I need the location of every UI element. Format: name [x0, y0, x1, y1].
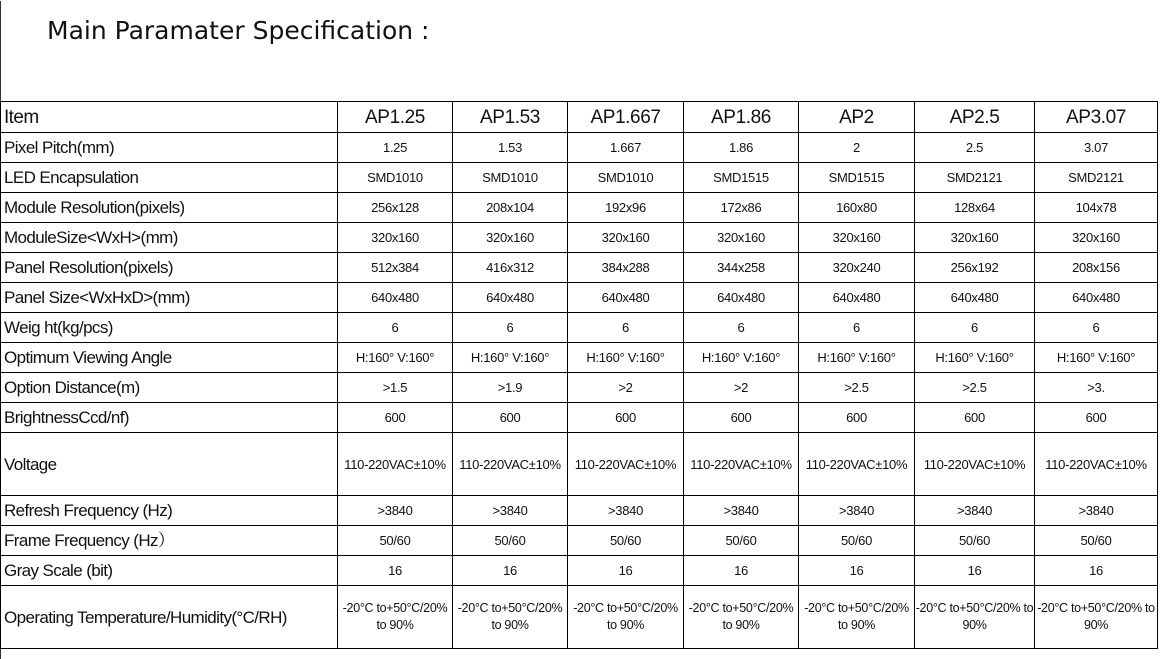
row-label: Voltage	[1, 433, 338, 496]
table-cell: H:160° V:160°	[799, 343, 915, 373]
table-cell: >2	[568, 373, 684, 403]
table-cell: 6	[338, 313, 453, 343]
table-cell: 192x96	[568, 193, 684, 223]
table-cell: 50/60	[568, 526, 684, 556]
table-row	[1, 556, 1158, 586]
table-cell: 16	[338, 556, 453, 586]
table-cell: 320x160	[799, 223, 915, 253]
table-cell: -20°C to+50°C/20% to 90%	[799, 586, 915, 649]
table-cell: 110-220VAC±10%	[338, 433, 453, 496]
table-cell: H:160° V:160°	[338, 343, 453, 373]
header-item-label: Item	[1, 102, 338, 133]
table-cell: SMD2121	[1035, 163, 1158, 193]
row-label: Weig ht(kg/pcs)	[1, 313, 338, 343]
table-cell: SMD1010	[453, 163, 568, 193]
table-cell: 320x160	[1035, 223, 1158, 253]
row-label: Option Distance(m)	[1, 373, 338, 403]
table-cell: 110-220VAC±10%	[684, 433, 799, 496]
table-row	[1, 253, 1158, 283]
table-cell: 640x480	[568, 283, 684, 313]
row-label: Operating Temperature/Humidity(°C/RH)	[1, 586, 338, 649]
table-cell: 110-220VAC±10%	[1035, 433, 1158, 496]
table-cell: 600	[799, 403, 915, 433]
table-cell: 256x128	[338, 193, 453, 223]
table-header-row	[1, 102, 1158, 133]
table-cell: >3840	[1035, 496, 1158, 526]
table-cell: 600	[1035, 403, 1158, 433]
row-label: Frame Frequency (Hz）	[1, 526, 338, 556]
table-cell: >3.	[1035, 373, 1158, 403]
table-row	[1, 133, 1158, 163]
header-model-cell: AP1.86	[684, 102, 799, 133]
table-cell: 172x86	[684, 193, 799, 223]
row-label: ModuleSize<WxH>(mm)	[1, 223, 338, 253]
table-cell: SMD1515	[799, 163, 915, 193]
table-cell: >3840	[568, 496, 684, 526]
table-row	[1, 586, 1158, 649]
table-cell: 50/60	[915, 526, 1035, 556]
table-cell: 6	[1035, 313, 1158, 343]
table-cell: 6	[915, 313, 1035, 343]
table-cell: 3.07	[1035, 133, 1158, 163]
table-cell: -20°C to+50°C/20% to 90%	[453, 586, 568, 649]
spec-table-body	[1, 102, 1158, 649]
table-cell: 256x192	[915, 253, 1035, 283]
table-cell: 16	[453, 556, 568, 586]
table-cell: -20°C to+50°C/20% to 90%	[915, 586, 1035, 649]
page-title: Main Paramater Specification :	[47, 16, 430, 45]
top-rule	[0, 0, 1161, 1]
table-row	[1, 433, 1158, 496]
table-cell: 50/60	[684, 526, 799, 556]
table-row	[1, 526, 1158, 556]
table-cell: 640x480	[453, 283, 568, 313]
table-row	[1, 283, 1158, 313]
table-cell: 208x104	[453, 193, 568, 223]
table-cell: 208x156	[1035, 253, 1158, 283]
table-cell: 320x160	[915, 223, 1035, 253]
table-row	[1, 163, 1158, 193]
table-cell: 320x160	[684, 223, 799, 253]
table-cell: H:160° V:160°	[1035, 343, 1158, 373]
table-cell: 16	[568, 556, 684, 586]
table-cell: 6	[568, 313, 684, 343]
table-cell: 600	[568, 403, 684, 433]
row-label: Optimum Viewing Angle	[1, 343, 338, 373]
table-cell: >3840	[915, 496, 1035, 526]
table-cell: 640x480	[684, 283, 799, 313]
table-row	[1, 313, 1158, 343]
table-cell: 320x160	[568, 223, 684, 253]
row-label: Pixel Pitch(mm)	[1, 133, 338, 163]
table-cell: H:160° V:160°	[568, 343, 684, 373]
table-cell: 640x480	[1035, 283, 1158, 313]
table-cell: H:160° V:160°	[684, 343, 799, 373]
table-row	[1, 223, 1158, 253]
row-label: Panel Resolution(pixels)	[1, 253, 338, 283]
table-cell: 512x384	[338, 253, 453, 283]
header-model-cell: AP1.667	[568, 102, 684, 133]
table-cell: 104x78	[1035, 193, 1158, 223]
table-cell: 50/60	[338, 526, 453, 556]
table-row	[1, 193, 1158, 223]
table-cell: 320x160	[453, 223, 568, 253]
table-cell: 110-220VAC±10%	[453, 433, 568, 496]
table-cell: 50/60	[1035, 526, 1158, 556]
table-cell: 1.53	[453, 133, 568, 163]
table-cell: >2.5	[799, 373, 915, 403]
table-cell: 640x480	[338, 283, 453, 313]
table-cell: 6	[453, 313, 568, 343]
row-label: Refresh Frequency (Hz)	[1, 496, 338, 526]
table-cell: 16	[915, 556, 1035, 586]
table-cell: >3840	[799, 496, 915, 526]
table-cell: >3840	[684, 496, 799, 526]
table-cell: >2.5	[915, 373, 1035, 403]
row-label: LED Encapsulation	[1, 163, 338, 193]
table-cell: 128x64	[915, 193, 1035, 223]
table-cell: 600	[684, 403, 799, 433]
table-cell: 1.25	[338, 133, 453, 163]
table-cell: 384x288	[568, 253, 684, 283]
table-cell: 6	[799, 313, 915, 343]
table-cell: 2.5	[915, 133, 1035, 163]
header-model-cell: AP1.25	[338, 102, 453, 133]
table-cell: 50/60	[453, 526, 568, 556]
table-cell: -20°C to+50°C/20% to 90%	[338, 586, 453, 649]
table-cell: 2	[799, 133, 915, 163]
table-cell: 16	[1035, 556, 1158, 586]
table-cell: >1.9	[453, 373, 568, 403]
table-cell: 16	[799, 556, 915, 586]
table-cell: H:160° V:160°	[915, 343, 1035, 373]
table-row	[1, 343, 1158, 373]
table-cell: 640x480	[915, 283, 1035, 313]
table-row	[1, 496, 1158, 526]
table-cell: 640x480	[799, 283, 915, 313]
table-cell: 320x240	[799, 253, 915, 283]
header-model-cell: AP2.5	[915, 102, 1035, 133]
table-cell: -20°C to+50°C/20% to 90%	[684, 586, 799, 649]
table-cell: 600	[453, 403, 568, 433]
table-row	[1, 403, 1158, 433]
table-cell: 50/60	[799, 526, 915, 556]
table-cell: -20°C to+50°C/20% to 90%	[568, 586, 684, 649]
table-cell: 1.86	[684, 133, 799, 163]
table-cell: 160x80	[799, 193, 915, 223]
table-cell: >3840	[453, 496, 568, 526]
table-cell: >3840	[338, 496, 453, 526]
spec-table	[0, 101, 1158, 649]
row-label: Gray Scale (bit)	[1, 556, 338, 586]
table-cell: >2	[684, 373, 799, 403]
table-cell: 600	[338, 403, 453, 433]
table-cell: 110-220VAC±10%	[915, 433, 1035, 496]
table-cell: 110-220VAC±10%	[799, 433, 915, 496]
row-label: Module Resolution(pixels)	[1, 193, 338, 223]
table-cell: >1.5	[338, 373, 453, 403]
table-cell: -20°C to+50°C/20% to 90%	[1035, 586, 1158, 649]
table-cell: 110-220VAC±10%	[568, 433, 684, 496]
table-cell: 16	[684, 556, 799, 586]
table-cell: SMD1010	[338, 163, 453, 193]
table-cell: SMD2121	[915, 163, 1035, 193]
table-cell: 416x312	[453, 253, 568, 283]
header-model-cell: AP2	[799, 102, 915, 133]
table-cell: 600	[915, 403, 1035, 433]
header-model-cell: AP3.07	[1035, 102, 1158, 133]
table-cell: 320x160	[338, 223, 453, 253]
header-model-cell: AP1.53	[453, 102, 568, 133]
table-cell: 344x258	[684, 253, 799, 283]
table-cell: SMD1515	[684, 163, 799, 193]
table-row	[1, 373, 1158, 403]
table-cell: 1.667	[568, 133, 684, 163]
row-label: Panel Size<WxHxD>(mm)	[1, 283, 338, 313]
table-cell: SMD1010	[568, 163, 684, 193]
row-label: BrightnessCcd/nf)	[1, 403, 338, 433]
table-cell: 6	[684, 313, 799, 343]
table-cell: H:160° V:160°	[453, 343, 568, 373]
